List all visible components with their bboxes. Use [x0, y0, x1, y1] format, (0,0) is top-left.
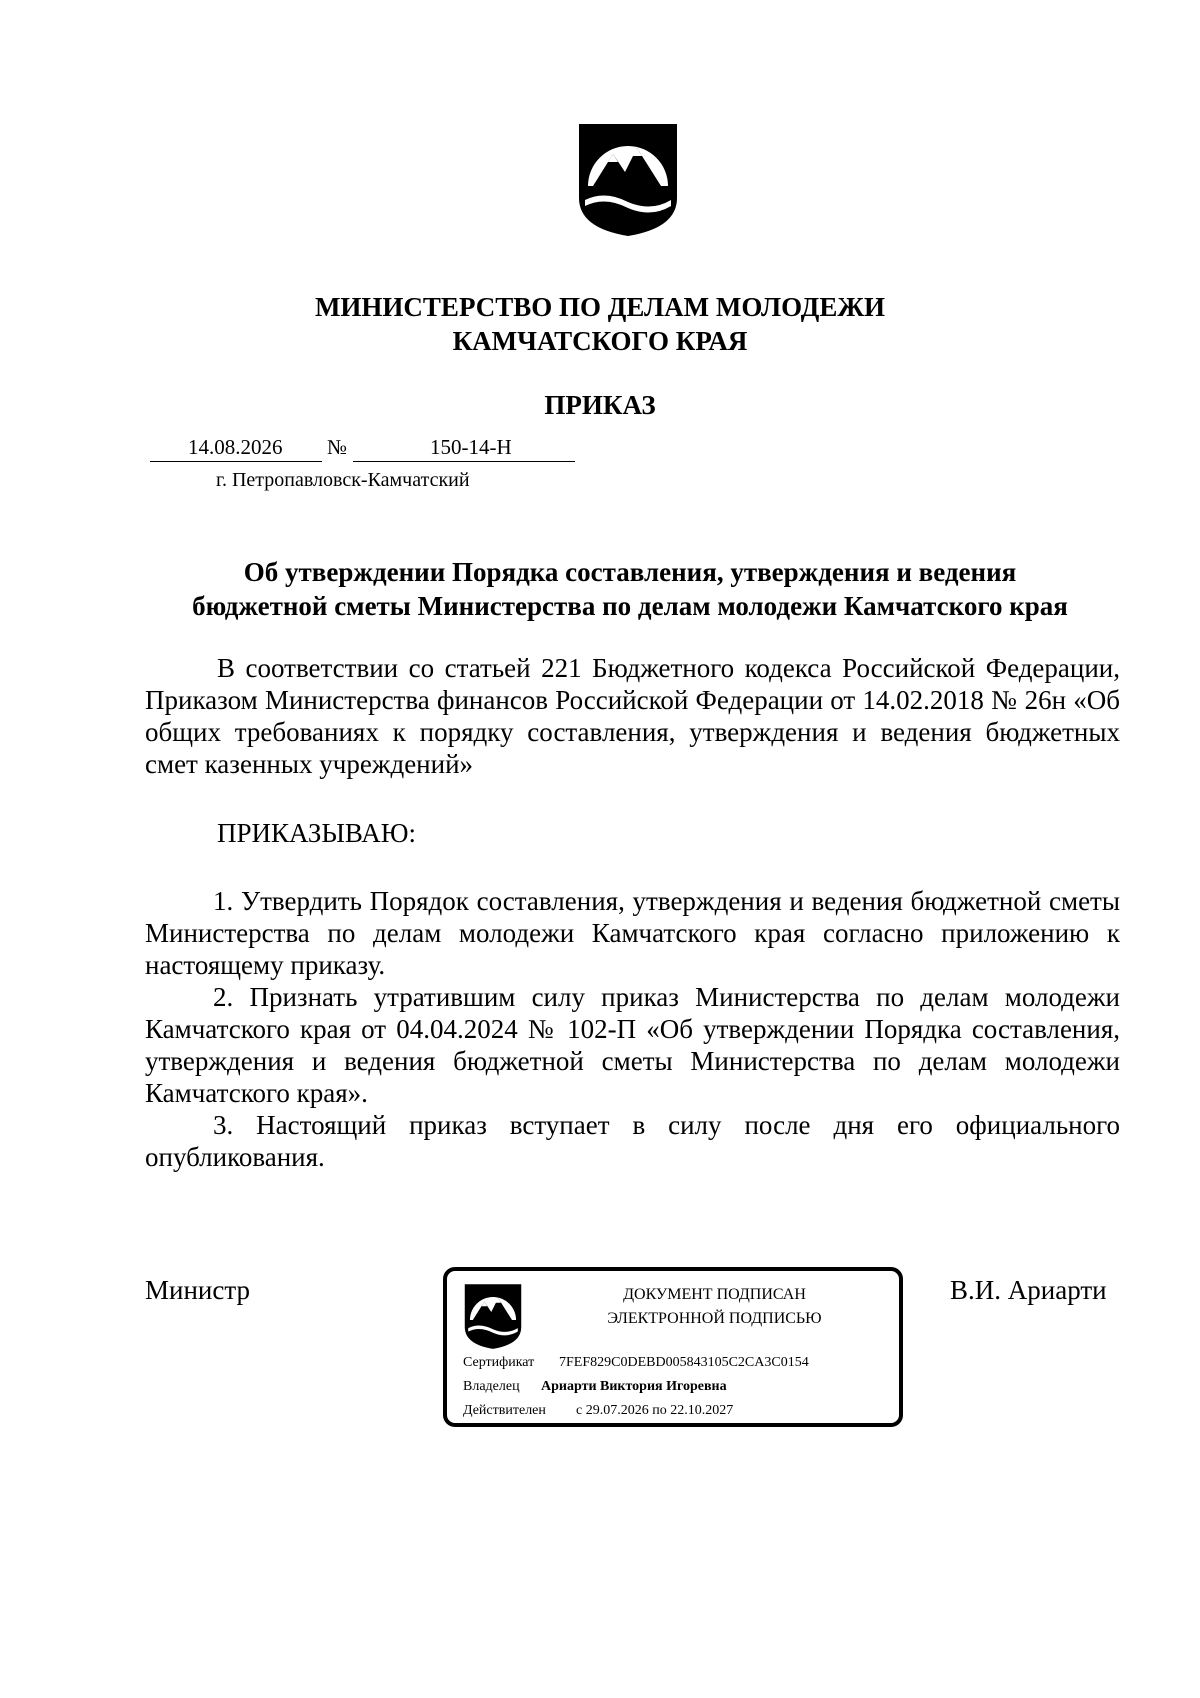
validity-label: Действителен	[463, 1403, 546, 1418]
validity-value: с 29.07.2026 по 22.10.2027	[576, 1403, 734, 1418]
coat-of-arms-icon	[575, 120, 681, 238]
document-subject	[140, 555, 1120, 623]
stamp-owner-row	[463, 1379, 727, 1395]
certificate-value: 7FEF829C0DEBD005843105C2CA3C0154	[559, 1355, 809, 1370]
order-word: ПРИКАЗЫВАЮ:	[217, 818, 416, 848]
subject-line-1: Об утверждении Порядка составления, утверждения и ведения	[243, 557, 1017, 587]
stamp-title-line-1: ДОКУМЕНТ ПОДПИСАН	[623, 1286, 806, 1303]
subject-line-2: бюджетной сметы Министерства по делам молодежи Камчатского края	[192, 591, 1068, 621]
stamp-title-line-2: ЭЛЕКТРОННОЙ ПОДПИСЬЮ	[607, 1310, 822, 1327]
order-items	[145, 885, 1120, 1173]
organization-name	[0, 290, 1200, 358]
org-line-2: КАМЧАТСКОГО КРАЯ	[452, 326, 748, 356]
signatory-name: В.И. Ариарти	[950, 1275, 1107, 1305]
owner-value: Ариарти Виктория Игоревна	[541, 1379, 727, 1394]
owner-label: Владелец	[463, 1379, 520, 1394]
signatory-position: Министр	[145, 1275, 250, 1305]
order-item-1: 1. Утвердить Порядок составления, утверждения и ведения бюджетной сметы Министерства по делам молодежи Камчатского края согласно приложению к настоящему приказу.	[145, 886, 1120, 980]
stamp-certificate-row	[463, 1355, 809, 1371]
number-sign: №	[327, 435, 348, 459]
document-date: 14.08.2026	[188, 435, 283, 459]
preamble-paragraph: В соответствии со статьей 221 Бюджетного кодекса Российской Федерации, Приказом Министерства финансов Российской Федерации от 14.02.2018 № 26н «Об общих требованиях к порядку составления, утверждения и ведения бюджетных смет казенных учреждений»	[145, 653, 1120, 779]
order-item-3: 3. Настоящий приказ вступает в силу после дня его официального опубликования.	[145, 1110, 1120, 1172]
stamp-validity-row	[463, 1403, 733, 1419]
city: г. Петропавловск-Камчатский	[216, 469, 470, 491]
electronic-signature-stamp	[443, 1267, 903, 1427]
number-underline	[353, 461, 575, 462]
certificate-label: Сертификат	[463, 1355, 535, 1370]
document-type: ПРИКАЗ	[544, 390, 656, 420]
date-underline	[150, 461, 322, 462]
org-line-1: МИНИСТЕРСТВО ПО ДЕЛАМ МОЛОДЕЖИ	[314, 292, 886, 322]
stamp-title	[542, 1283, 887, 1331]
order-item-2: 2. Признать утратившим силу приказ Министерства по делам молодежи Камчатского края от 04.04.2024 № 102-П «Об утверждении Порядка составления, утверждения и ведения бюджетной сметы Министерства по делам молодежи Камчатского края».	[145, 982, 1120, 1108]
document-number: 150-14-Н	[430, 435, 512, 459]
stamp-coat-of-arms-icon	[462, 1282, 524, 1350]
